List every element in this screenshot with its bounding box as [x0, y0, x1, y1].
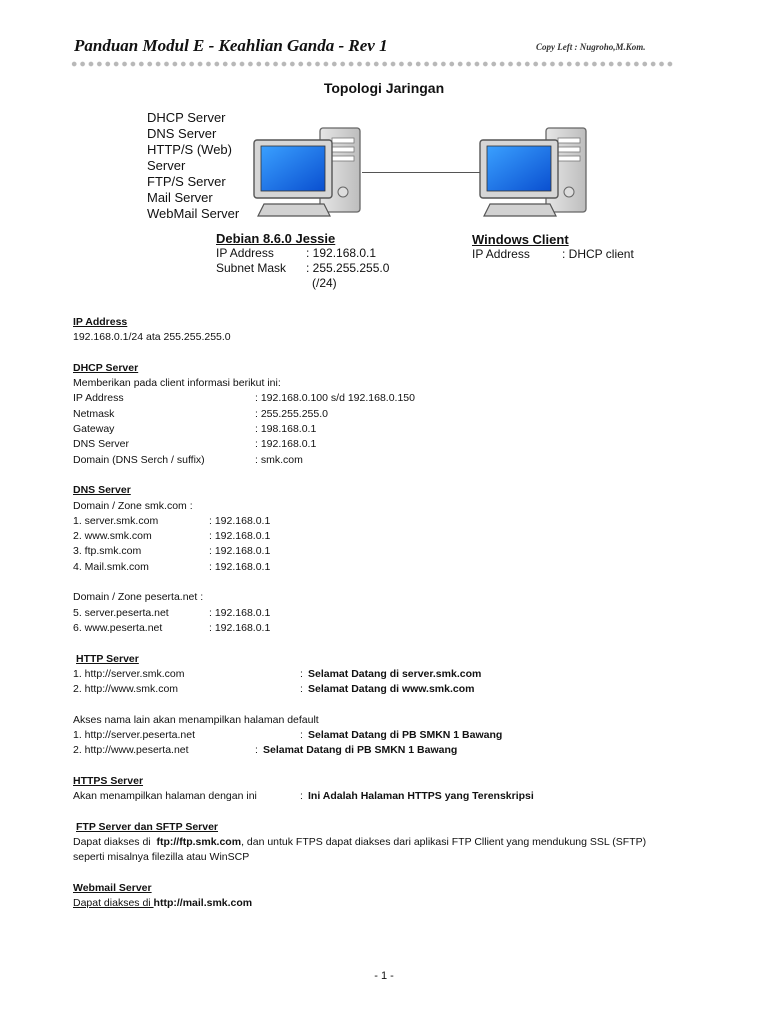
http-alias-url: 1. http://server.peserta.net: [73, 729, 195, 742]
topology-title: Topologi Jaringan: [323, 80, 445, 96]
dns-row: [73, 544, 713, 559]
http-alias-intro: Akses nama lain akan menampilkan halaman default: [73, 713, 319, 726]
dns-row: [73, 529, 713, 544]
server-ip-row: [216, 246, 389, 261]
server-services-list: [147, 110, 239, 222]
service-item: DHCP Server: [147, 110, 226, 125]
http-url: 1. http://server.smk.com: [73, 667, 185, 680]
dhcp-label: DNS Server: [73, 438, 130, 451]
dhcp-intro: Memberikan pada client informasi berikut ini:: [73, 377, 281, 390]
dhcp-label: Domain (DNS Serch / suffix): [73, 453, 205, 466]
client-ip-row: [472, 247, 634, 262]
webmail-text: Dapat diakses di: [73, 897, 154, 910]
dns-host: 3. ftp.smk.com: [73, 545, 142, 558]
ip-address-heading: IP Address: [73, 316, 128, 328]
service-item: WebMail Server: [147, 206, 240, 221]
http-colon: :: [300, 667, 303, 680]
dhcp-value: : smk.com: [255, 453, 303, 466]
dns-ip: : 192.168.0.1: [209, 530, 271, 543]
dhcp-label: Gateway: [73, 423, 115, 436]
http-page-text: Selamat Datang di PB SMKN 1 Bawang: [263, 744, 458, 757]
dhcp-label: Netmask: [73, 407, 115, 420]
http-alias-row: [73, 728, 713, 743]
webmail-row: [73, 896, 713, 911]
http-colon: :: [255, 744, 258, 757]
server-info: [216, 231, 389, 291]
dns-row: [73, 621, 713, 636]
dns-ip: : 192.168.0.1: [209, 606, 271, 619]
dns-zone1: Domain / Zone smk.com :: [73, 499, 193, 512]
dhcp-row: [73, 422, 713, 437]
http-alias-row: [73, 743, 713, 758]
ip-address-value: 192.168.0.1/24 ata 255.255.255.0: [73, 331, 231, 344]
https-colon: :: [300, 790, 303, 803]
server-mask-label: Subnet Mask: [216, 261, 287, 275]
server-ip-label: IP Address: [216, 246, 274, 260]
client-ip-value: : DHCP client: [562, 247, 634, 261]
document-title: Panduan Modul E - Keahlian Ganda - Rev 1: [74, 36, 388, 55]
https-page-text: Ini Adalah Halaman HTTPS yang Terenskripsi: [308, 790, 534, 803]
dns-host: 6. www.peserta.net: [73, 621, 163, 634]
http-page-text: Selamat Datang di PB SMKN 1 Bawang: [308, 729, 503, 742]
https-heading: HTTPS Server: [73, 774, 144, 787]
webmail-heading: Webmail Server: [73, 881, 152, 894]
dhcp-row: [73, 391, 713, 406]
dns-zone2: Domain / Zone peserta.net :: [73, 591, 204, 604]
http-alias-url: 2. http://www.peserta.net: [73, 744, 189, 757]
network-link-line: [362, 172, 482, 173]
dns-host: 2. www.smk.com: [73, 530, 152, 543]
dns-host: 1. server.smk.com: [73, 514, 159, 527]
dns-ip: : 192.168.0.1: [209, 560, 271, 573]
ftp-line2: seperti misalnya filezilla atau WinSCP: [73, 851, 250, 864]
server-name: Debian 8.6.0 Jessie: [216, 231, 336, 246]
dhcp-row: [73, 407, 713, 422]
webmail-url: http://mail.smk.com: [153, 897, 253, 910]
dhcp-value: : 198.168.0.1: [255, 423, 317, 436]
service-item: Mail Server: [147, 190, 213, 205]
server-mask-row: [216, 261, 389, 276]
dhcp-label: IP Address: [73, 392, 124, 405]
https-row: [73, 789, 713, 804]
service-item: DNS Server: [147, 126, 217, 141]
dns-row: [73, 560, 713, 575]
dns-row: [73, 606, 713, 621]
dhcp-heading: DHCP Server: [73, 361, 139, 374]
service-item: HTTP/S (Web): [147, 142, 232, 157]
http-row: [73, 667, 713, 682]
ftp-heading: FTP Server dan SFTP Server: [76, 820, 219, 833]
client-ip-label: IP Address: [472, 247, 530, 261]
server-mask-suffix: (/24): [312, 276, 337, 290]
server-mask-value: : 255.255.255.0: [306, 261, 390, 275]
client-computer-icon: [478, 126, 588, 226]
http-colon: :: [300, 729, 303, 742]
page-number: - 1 -: [374, 970, 394, 982]
ftp-line1: [73, 835, 713, 850]
https-label: Akan menampilkan halaman dengan ini: [73, 790, 257, 803]
dns-host: 5. server.peserta.net: [73, 606, 169, 619]
client-name: Windows Client: [472, 232, 569, 247]
dhcp-row: [73, 453, 713, 468]
document-body: [73, 315, 713, 912]
ftp-text: Dapat diakses di: [73, 836, 157, 849]
dhcp-value: : 255.255.255.0: [255, 407, 328, 420]
server-computer-icon: [252, 126, 362, 226]
service-item: Server: [147, 158, 186, 173]
dns-ip: : 192.168.0.1: [209, 621, 271, 634]
http-page-text: Selamat Datang di server.smk.com: [308, 667, 482, 680]
http-page-text: Selamat Datang di www.smk.com: [308, 683, 475, 696]
ftp-url: ftp://ftp.smk.com: [156, 836, 242, 849]
dns-ip: : 192.168.0.1: [209, 545, 271, 558]
server-ip-value: : 192.168.0.1: [306, 246, 377, 260]
dhcp-value: : 192.168.0.1: [255, 438, 317, 451]
dotted-divider: [70, 60, 674, 68]
copyleft-note: Copy Left : Nugroho,M.Kom.: [536, 42, 646, 52]
http-url: 2. http://www.smk.com: [73, 683, 179, 696]
dns-heading: DNS Server: [73, 484, 131, 497]
dns-row: [73, 514, 713, 529]
dns-host: 4. Mail.smk.com: [73, 560, 149, 573]
client-info: [472, 232, 634, 262]
dhcp-row: [73, 437, 713, 452]
http-colon: :: [300, 683, 303, 696]
service-item: FTP/S Server: [147, 174, 226, 189]
dns-ip: : 192.168.0.1: [209, 514, 271, 527]
http-heading: HTTP Server: [76, 652, 139, 665]
dhcp-value: : 192.168.0.100 s/d 192.168.0.150: [255, 392, 415, 405]
ftp-text: , dan untuk FTPS dapat diakses dari aplikasi FTP Cllient yang mendukung SSL (SFTP): [241, 836, 647, 849]
http-row: [73, 682, 713, 697]
